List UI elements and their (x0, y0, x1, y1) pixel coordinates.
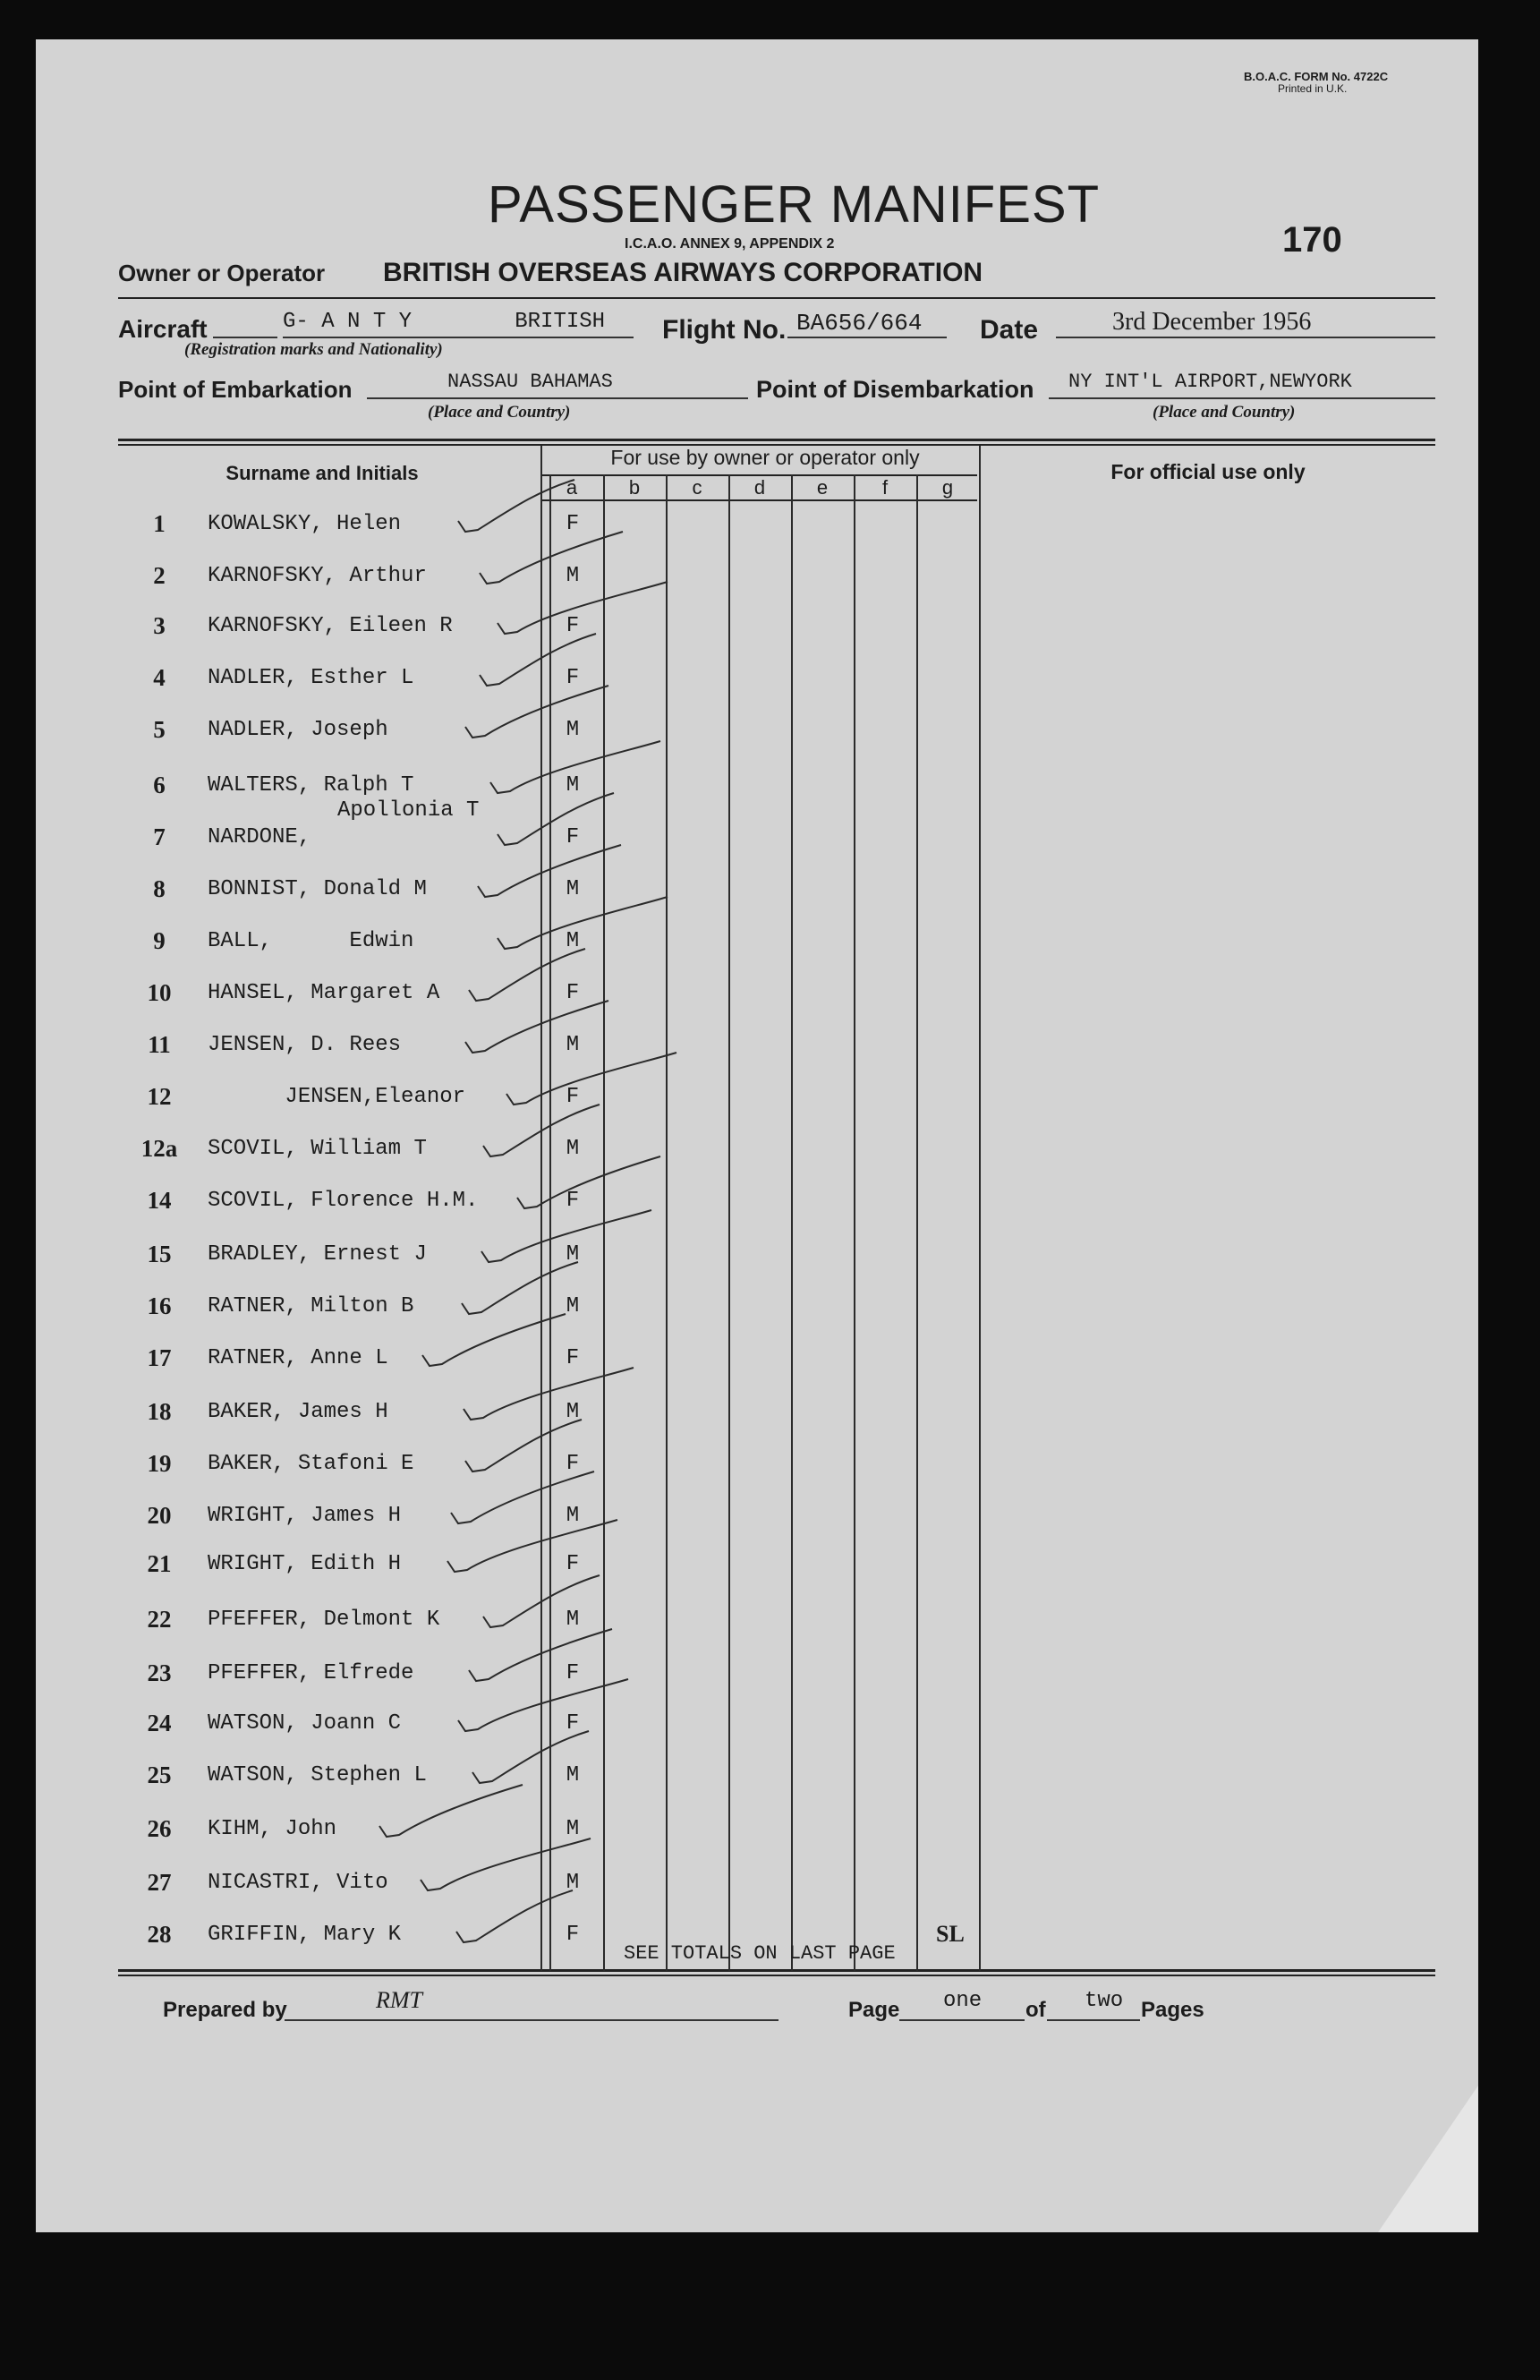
printed-in: Printed in U.K. (1278, 82, 1348, 95)
owner-use-header: For use by owner or operator only (610, 446, 920, 469)
check-mark (456, 1890, 573, 1942)
passenger-number: 3 (153, 612, 166, 639)
column-header-a: a (566, 476, 578, 499)
aircraft-caption: (Registration marks and Nationality) (184, 340, 443, 359)
passenger-number: 12 (147, 1083, 172, 1110)
of-label: of (1025, 1998, 1046, 2022)
passenger-name: BRADLEY, Ernest J (208, 1242, 427, 1267)
passenger-sex: M (566, 1294, 580, 1318)
check-mark (465, 1001, 608, 1053)
check-mark (421, 1838, 591, 1890)
passenger-sex: F (566, 666, 580, 690)
prepared-underline (285, 2019, 779, 2021)
aircraft-value: G- A N T Y BRITISH (283, 310, 606, 334)
passenger-sex: M (566, 877, 580, 901)
passenger-name: BAKER, James H (208, 1400, 388, 1424)
passenger-number: 28 (147, 1921, 172, 1948)
passenger-sex: M (566, 1504, 580, 1528)
passenger-name: WALTERS, Ralph T (208, 773, 414, 798)
column-header-e: e (816, 476, 829, 499)
passenger-name: GRIFFIN, Mary K (208, 1923, 402, 1947)
check-mark (447, 1520, 617, 1572)
check-mark (480, 634, 596, 686)
passenger-number: 14 (147, 1187, 172, 1214)
embarkation-label: Point of Embarkation (118, 376, 353, 403)
passenger-number: 10 (147, 979, 172, 1006)
passenger-number: 4 (153, 664, 166, 691)
aircraft-label: Aircraft (118, 315, 208, 343)
passenger-sex: F (566, 614, 580, 638)
passenger-name: RATNER, Anne L (208, 1346, 388, 1370)
passenger-name: BALL, Edwin (208, 929, 414, 953)
passenger-number: 9 (153, 927, 166, 954)
disembarkation-label: Point of Disembarkation (756, 376, 1034, 403)
passenger-number: 8 (153, 875, 166, 902)
passenger-sex: F (566, 1552, 580, 1576)
passenger-number: 15 (147, 1241, 172, 1267)
check-mark (458, 1679, 628, 1731)
passenger-number: 24 (147, 1710, 172, 1736)
passenger-name: BAKER, Stafoni E (208, 1452, 414, 1476)
check-mark (483, 1575, 600, 1627)
row7-first-name: Apollonia T (337, 798, 480, 823)
pages-label: Pages (1141, 1998, 1204, 2022)
column-header-b: b (628, 476, 641, 499)
passenger-number: 7 (153, 823, 166, 850)
passenger-number: 18 (147, 1398, 172, 1425)
passenger-sex: M (566, 1871, 580, 1895)
passenger-name: SCOVIL, William T (208, 1137, 427, 1161)
passenger-name: PFEFFER, Elfrede (208, 1661, 414, 1685)
date-label: Date (980, 315, 1039, 345)
passenger-sex: M (566, 1400, 580, 1424)
owner-value: BRITISH OVERSEAS AIRWAYS CORPORATION (383, 258, 983, 287)
passenger-name: WRIGHT, Edith H (208, 1552, 402, 1576)
column-header-c: c (692, 476, 702, 499)
passenger-sex: F (566, 1452, 580, 1476)
passenger-number: 12a (140, 1135, 178, 1162)
check-mark (465, 686, 608, 738)
sl-mark: SL (936, 1921, 965, 1947)
column-header-d: d (753, 476, 766, 499)
passenger-number: 11 (148, 1031, 171, 1058)
check-mark (481, 1210, 651, 1262)
passenger-name: WATSON, Stephen L (208, 1763, 427, 1787)
passenger-name: JENSEN, D. Rees (208, 1033, 402, 1057)
passenger-sex: M (566, 1242, 580, 1267)
passenger-sex: F (566, 1923, 580, 1947)
check-mark (478, 845, 621, 897)
passenger-name: KARNOFSKY, Eileen R (208, 614, 453, 638)
passenger-name: WATSON, Joann C (208, 1711, 402, 1736)
passenger-sex: F (566, 981, 580, 1005)
passenger-name: KARNOFSKY, Arthur (208, 564, 427, 588)
date-value: 3rd December 1956 (1112, 308, 1312, 336)
passenger-sex: M (566, 718, 580, 742)
passenger-number: 21 (147, 1550, 172, 1577)
passenger-name: KOWALSKY, Helen (208, 512, 402, 536)
passenger-name: JENSEN,Eleanor (208, 1085, 466, 1109)
check-mark (483, 1105, 600, 1156)
passenger-number: 5 (153, 716, 166, 743)
passenger-name: SCOVIL, Florence H.M. (208, 1189, 479, 1213)
column-header-f: f (881, 476, 889, 499)
page-stamp-number: 170 (1282, 220, 1342, 260)
disembarkation-caption: (Place and Country) (1153, 403, 1296, 422)
check-mark (464, 1368, 634, 1420)
prepared-label: Prepared by (163, 1998, 287, 2022)
check-mark (506, 1053, 676, 1105)
check-mark (469, 1629, 612, 1681)
check-mark (422, 1314, 566, 1366)
passenger-number: 2 (153, 562, 166, 589)
passenger-sex: M (566, 1817, 580, 1841)
page-value: one (943, 1989, 983, 2013)
check-mark (480, 532, 623, 584)
passenger-name: BONNIST, Donald M (208, 877, 427, 901)
prepared-signature: RMT (376, 1987, 422, 2013)
passenger-name: NICASTRI, Vito (208, 1871, 388, 1895)
passenger-name: HANSEL, Margaret A (208, 981, 440, 1005)
manifest-title: PASSENGER MANIFEST (488, 175, 1101, 234)
totals-note: SEE TOTALS ON LAST PAGE (624, 1942, 896, 1965)
embarkation-value: NASSAU BAHAMAS (447, 371, 613, 393)
passenger-sex: F (566, 1085, 580, 1109)
passenger-name: NARDONE, (208, 825, 311, 849)
passenger-name: RATNER, Milton B (208, 1294, 414, 1318)
passenger-number: 20 (147, 1502, 172, 1529)
passenger-name: WRIGHT, James H (208, 1504, 402, 1528)
passenger-number: 17 (147, 1344, 172, 1371)
passenger-sex: M (566, 1033, 580, 1057)
check-mark (498, 582, 668, 634)
check-mark (458, 480, 574, 532)
page-label: Page (848, 1998, 900, 2022)
of-underline (1047, 2019, 1140, 2021)
passenger-number: 22 (147, 1606, 172, 1633)
check-mark (472, 1731, 589, 1783)
manifest-subtitle: I.C.A.O. ANNEX 9, APPENDIX 2 (625, 236, 835, 252)
passenger-number: 1 (153, 510, 166, 537)
passenger-number: 16 (147, 1292, 172, 1319)
passenger-number: 6 (153, 772, 166, 798)
passenger-name: NADLER, Joseph (208, 718, 388, 742)
check-mark (451, 1472, 594, 1523)
check-mark (498, 793, 614, 845)
page-underline (899, 2019, 1025, 2021)
of-value: two (1085, 1989, 1124, 2013)
passenger-sex: F (566, 825, 580, 849)
passenger-number: 23 (147, 1659, 172, 1686)
check-mark (498, 897, 668, 949)
passenger-sex: M (566, 1137, 580, 1161)
owner-label: Owner or Operator (118, 260, 326, 286)
passenger-name: NADLER, Esther L (208, 666, 414, 690)
passenger-sex: M (566, 1608, 580, 1632)
passenger-number: 26 (147, 1815, 172, 1842)
flight-value: BA656/664 (796, 310, 923, 337)
check-mark (469, 949, 585, 1001)
passenger-sex: M (566, 773, 580, 798)
disembarkation-value: NY INT'L AIRPORT,NEWYORK (1068, 371, 1352, 393)
passenger-sex: M (566, 564, 580, 588)
passenger-sex: F (566, 1711, 580, 1736)
form-number: B.O.A.C. FORM No. 4722C (1244, 70, 1389, 83)
embarkation-caption: (Place and Country) (428, 403, 571, 422)
passenger-sex: F (566, 1189, 580, 1213)
passenger-sex: F (566, 1346, 580, 1370)
passenger-number: 27 (147, 1869, 172, 1896)
passenger-number: 19 (147, 1450, 172, 1477)
check-mark (490, 741, 660, 793)
passenger-number: 25 (147, 1762, 172, 1788)
passenger-sex: M (566, 929, 580, 953)
column-header-g: g (941, 476, 954, 499)
passenger-sex: F (566, 512, 580, 536)
passenger-name: PFEFFER, Delmont K (208, 1608, 440, 1632)
passenger-sex: F (566, 1661, 580, 1685)
passenger-sex: M (566, 1763, 580, 1787)
official-use-header: For official use only (1110, 460, 1306, 483)
passenger-name: KIHM, John (208, 1817, 337, 1841)
check-mark (465, 1420, 582, 1472)
check-mark (462, 1262, 578, 1314)
surname-header: Surname and Initials (225, 462, 419, 484)
check-mark (517, 1156, 660, 1208)
flight-label: Flight No. (662, 315, 787, 345)
check-mark (379, 1785, 523, 1837)
